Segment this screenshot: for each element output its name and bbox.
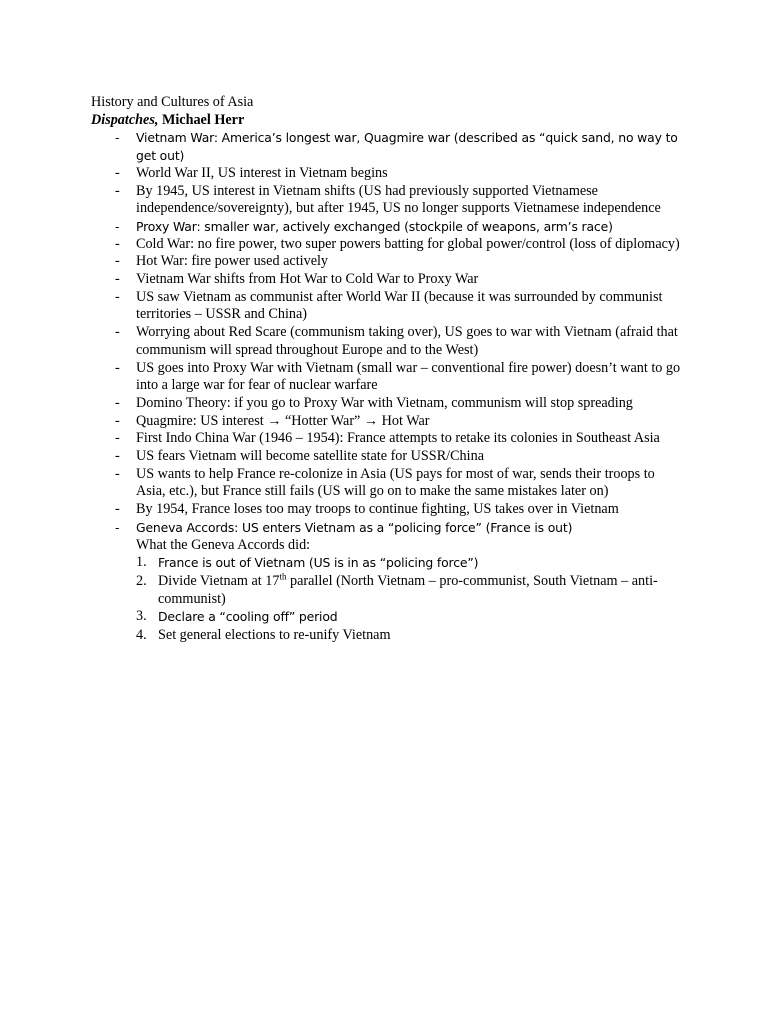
arrow-icon: → [363, 412, 379, 429]
note-item: - Domino Theory: if you go to Proxy War with Vietnam, communism will stop spreading [91, 395, 681, 413]
accords-intro: What the Geneva Accords did: [136, 536, 311, 553]
note-item: - Vietnam War shifts from Hot War to Cold War to Proxy War [91, 271, 681, 289]
note-item: - US wants to help France re-colonize in Asia (US pays for most of war, sends their troops to Asia, etc.), but France still fails (US will go on to make the same mistakes later on) [91, 466, 681, 501]
note-item: - US goes into Proxy War with Vietnam (small war – conventional fire power) doesn’t want to go into a large war for fear of nuclear warfare [91, 360, 681, 395]
book-title: Dispatches, [91, 111, 159, 128]
note-item: - Vietnam War: America’s longest war, Quagmire war (described as “quick sand, no way to get out) [91, 129, 681, 164]
accords-item [136, 554, 683, 573]
item-text: Set general elections to re-unify Vietnam [158, 627, 391, 644]
item-text [158, 573, 658, 607]
item-text-part: Divide Vietnam at 17 [158, 572, 280, 589]
note-item: - Hot War: fire power used actively [91, 253, 681, 271]
arrow-icon: → [267, 412, 282, 429]
note-item: - US saw Vietnam as communist after World War II (because it was surrounded by communist territories – USSR and China) [91, 289, 681, 324]
geneva-accords-block [136, 537, 691, 645]
accords-list [136, 554, 691, 645]
note-item: - Geneva Accords: US enters Vietnam as a “policing force” (France is out) [91, 519, 681, 537]
note-item: - By 1954, France loses too may troops to continue fighting, US takes over in Vietnam [91, 501, 681, 519]
document-content [91, 94, 691, 645]
accords-item [136, 627, 683, 645]
author-name: Michael Herr [161, 111, 245, 128]
note-item: - World War II, US interest in Vietnam begins [91, 165, 681, 183]
note-text: Quagmire: US interest [136, 412, 268, 429]
item-text-part: parallel (North Vietnam – pro-communist, South Vietnam – anti-communist) [158, 572, 658, 607]
item-number: 2. [136, 572, 147, 589]
note-text: “Hotter War” [281, 412, 364, 429]
accords-item [136, 608, 683, 627]
note-text: Hot War [378, 412, 430, 429]
item-text: Declare a “cooling off” period [158, 609, 338, 625]
note-item: - US fears Vietnam will become satellite state for USSR/China [91, 448, 681, 466]
note-item: - By 1945, US interest in Vietnam shifts (US had previously supported Vietnamese independence/sovereignty), but after 1945, US no longer supports Vietnamese independence [91, 183, 681, 218]
note-item: - Cold War: no fire power, two super powers batting for global power/control (loss of diplomacy) [91, 236, 681, 254]
item-number: 1. [136, 554, 147, 571]
note-item [91, 413, 681, 431]
item-number: 3. [136, 608, 147, 625]
item-text: France is out of Vietnam (US is in as “policing force”) [158, 555, 479, 571]
notes-list [91, 129, 691, 536]
item-number: 4. [136, 627, 147, 644]
document-heading [91, 112, 691, 130]
note-item: - First Indo China War (1946 – 1954): France attempts to retake its colonies in Southeast Asia [91, 430, 681, 448]
accords-item [136, 573, 683, 608]
ordinal-suffix: th [279, 571, 287, 582]
course-title: History and Cultures of Asia [91, 94, 254, 110]
note-item: - Worrying about Red Scare (communism taking over), US goes to war with Vietnam (afraid that communism will spread throughout Europe and to the West) [91, 324, 681, 359]
note-item: - Proxy War: smaller war, actively exchanged (stockpile of weapons, arm’s race) [91, 218, 681, 236]
